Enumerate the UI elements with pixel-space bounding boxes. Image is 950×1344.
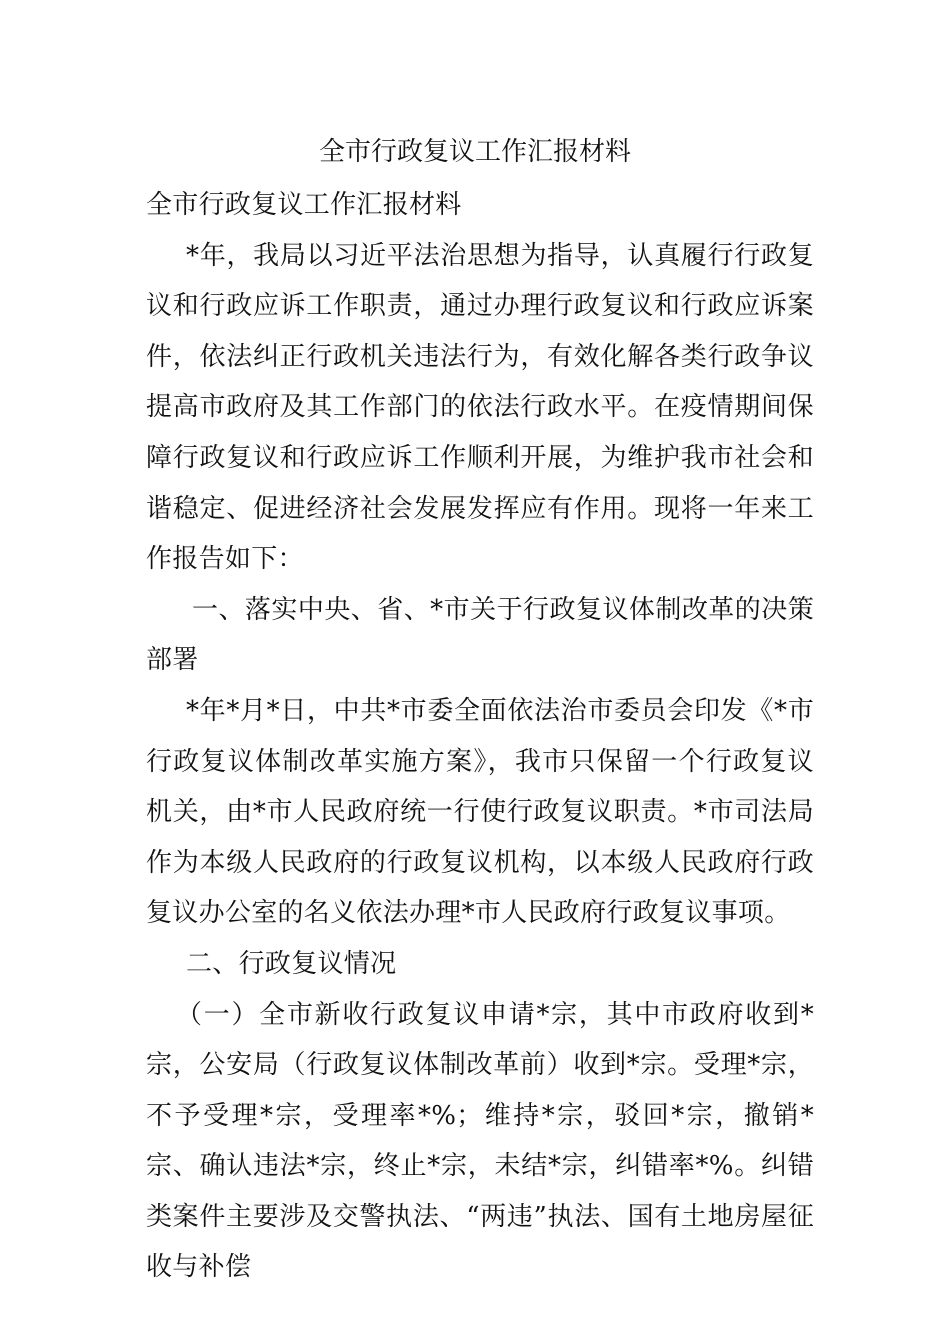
document-subtitle: 全市行政复议工作汇报材料 [146,190,462,220]
section-heading-2: 二、行政复议情况 [186,948,397,979]
section-heading-1: 一、落实中央、省、*市关于行政复议体制改革的决策部署 [146,594,814,676]
document-title: 全市行政复议工作汇报材料 [318,137,631,167]
intro-paragraph: *年，我局以习近平法治思想为指导，认真履行行政复议和行政应诉工作职责，通过办理行政复议和行政应诉案件，依法纠正行政机关违法行为，有效化解各类行政争议提高市政府及其工作部门的依法行政水平。在疫情期间保障行政复议和行政应诉工作顺利开展，为维护我市社会和谐稳定、促进经济社会发展发挥应有作用。现将一年来工作报告如下： [146,240,814,575]
section-1-paragraph: *年*月*日，中共*市委全面依法治市委员会印发《*市行政复议体制改革实施方案》，我市只保留一个行政复议机关，由*市人民政府统一行使行政复议职责。*市司法局作为本级人民政府的行政复议机构，以本级人民政府行政复议办公室的名义依法办理*市人民政府行政复议事项。 [146,695,814,929]
section-2-paragraph: （一）全市新收行政复议申请*宗，其中市政府收到*宗，公安局（行政复议体制改革前）收到*宗。受理*宗，不予受理*宗，受理率*%；维持*宗，驳回*宗，撤销*宗、确认违法*宗，终止*宗，未结*宗，纠错率*%。纠错类案件主要涉及交警执法、“两违”执法、国有土地房屋征收与补偿 [146,999,814,1283]
document-body [146,180,814,1293]
